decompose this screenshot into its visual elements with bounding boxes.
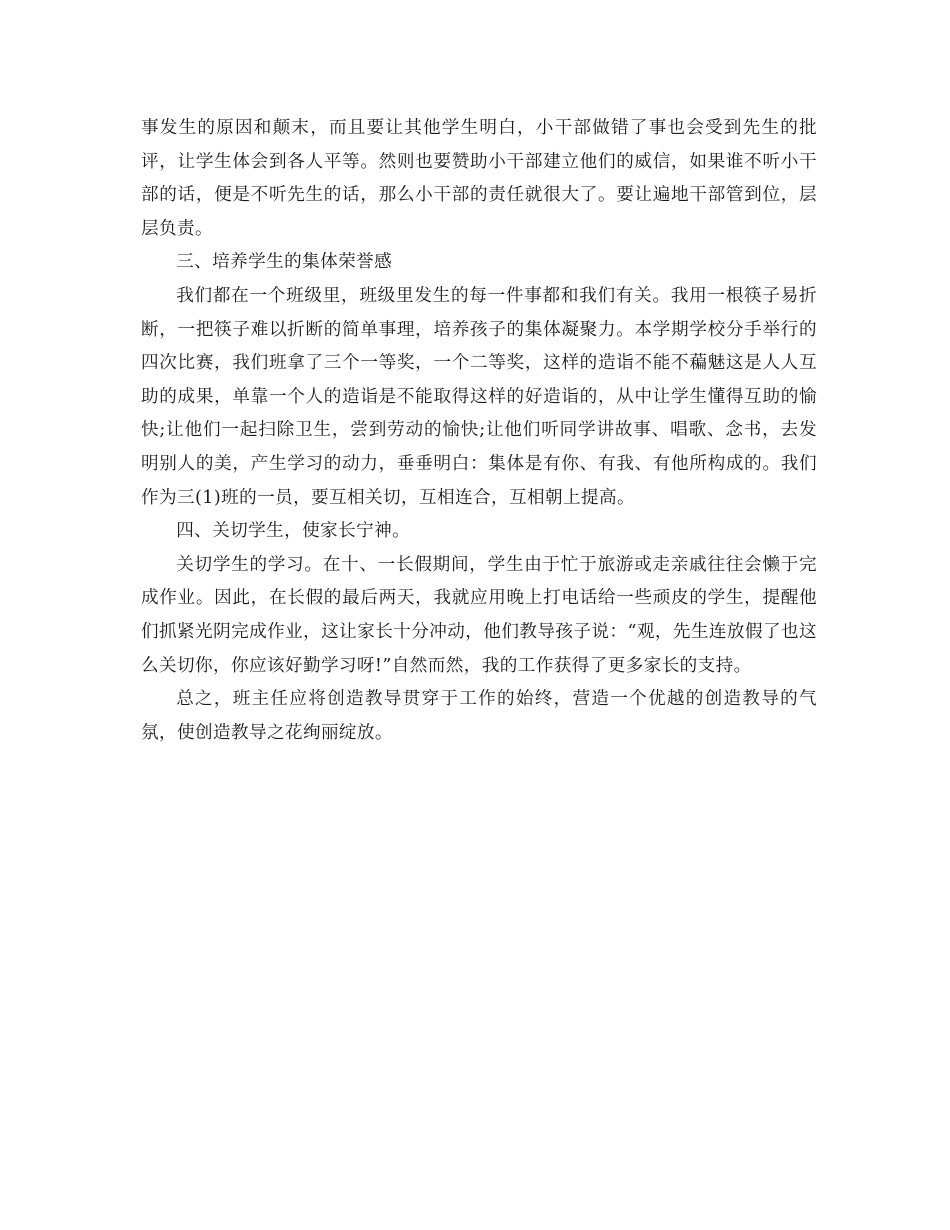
section-heading-four: 四、关切学生，使家长宁神。	[176, 521, 411, 542]
section-heading-three: 三、培养学生的集体荣誉感	[176, 252, 393, 273]
paragraph-continuation: 事发生的原因和颠末，而且要让其他学生明白，小干部做错了事也会受到先生的批评，让学生体会到各人平等。然则也要赞助小干部建立他们的威信，如果谁不听小干部的话，便是不听先生的话，那么小干部的责任就很大了。要让遍地干部管到位，层层负责。	[141, 118, 817, 239]
paragraph-caring-students: 关切学生的学习。在十、一长假期间，学生由于忙于旅游或走亲戚往往会懒于完成作业。因此，在长假的最后两天，我就应用晚上打电话给一些顽皮的学生，提醒他们抓紧光阴完成作业，这让家长十分冲动，他们教导孩子说：“观，先生连放假了也这么关切你，你应该好勤学习呀!”自然而然，我的工作获得了更多家长的支持。	[141, 554, 817, 676]
paragraph-conclusion: 总之，班主任应将创造教导贯穿于工作的始终，营造一个优越的创造教导的气氛，使创造教导之花绚丽绽放。	[141, 689, 817, 743]
document-body	[141, 112, 817, 750]
paragraph-collective-honor: 我们都在一个班级里，班级里发生的每一件事都和我们有关。我用一根筷子易折断，一把筷子难以折断的简单事理，培养孩子的集体凝聚力。本学期学校分手举行的四次比赛，我们班拿了三个一等奖，一个二等奖，这样的造诣不能不藊魅这是人人互助的成果，单靠一个人的造诣是不能取得这样的好造诣的，从中让学生懂得互助的愉快;让他们一起扫除卫生，尝到劳动的愉快;让他们听同学讲故事、唱歌、念书，去发明别人的美，产生学习的动力，垂垂明白：集体是有你、有我、有他所构成的。我们作为三(1)班的一员，要互相关切，互相连合，互相朝上提高。	[141, 285, 817, 508]
